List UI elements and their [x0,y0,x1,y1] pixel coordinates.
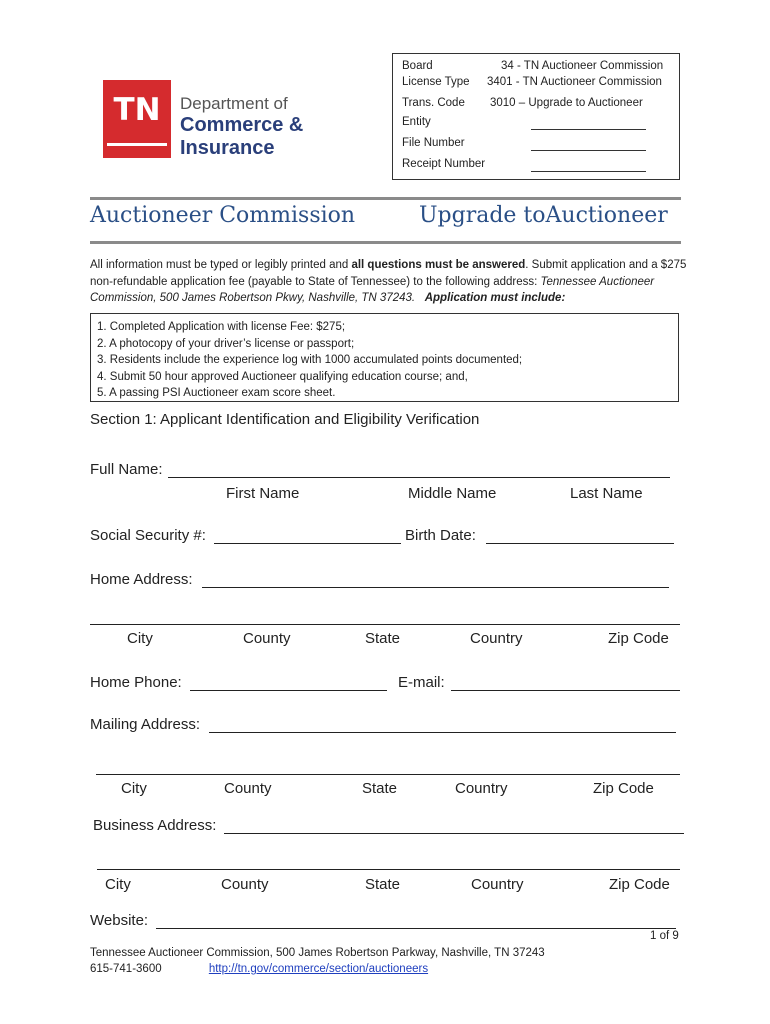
birth-date-label: Birth Date: [405,527,476,544]
home-country-label: Country [470,630,523,647]
requirements-box [90,313,679,402]
requirement-item: 5. A passing PSI Auctioneer exam score sheet. [97,387,336,399]
requirement-item: 1. Completed Application with license Fee: $275; [97,321,346,333]
intro-bold: all questions must be answered [351,259,526,271]
license-type-label: License Type [402,76,470,88]
business-address-line2-field[interactable] [97,868,680,870]
tn-badge [103,80,171,158]
mailing-city-label: City [121,780,147,797]
birth-date-field[interactable] [486,542,674,544]
intro-address: Tennessee Auctioneer Commission, 500 James Robertson Pkwy, Nashville, TN 37243. [90,275,655,304]
entity-field[interactable] [531,118,646,130]
business-address-label: Business Address: [93,817,217,834]
logo-department: Department of [180,94,288,113]
intro-must-include: Application must include: [424,292,566,304]
intro-text-1: All information must be typed or legibly printed and [90,259,352,271]
home-city-label: City [127,630,153,647]
business-state-label: State [365,876,401,893]
entity-label: Entity [402,116,431,128]
board-label: Board [402,60,433,72]
home-address-line2-field[interactable] [90,623,680,625]
mailing-country-label: Country [455,780,508,797]
requirement-item: 4. Submit 50 hour approved Auctioneer qualifying education course; and, [97,370,468,383]
requirement-item: 3. Residents include the experience log with 1000 accumulated points documented; [97,354,523,366]
website-field[interactable] [156,927,676,929]
tn-logo [103,80,313,160]
ssn-field[interactable] [214,542,401,544]
business-county-label: County [221,876,269,893]
footer-contact [90,963,428,975]
email-label: E-mail: [398,674,445,691]
tn-badge-text: TN [113,92,161,128]
office-use-box [392,53,680,180]
middle-name-label: Middle Name [408,485,497,502]
board-value: 34 - TN Auctioneer Commission [501,60,664,72]
logo-commerce: Commerce & [180,114,304,136]
email-field[interactable] [451,689,680,691]
home-state-label: State [365,630,401,647]
intro-text-2: . Submit application and a $275 non-refundable application fee (payable to State of Tennessee) to the following address: [90,259,687,288]
business-country-label: Country [471,876,524,893]
website-label: Website: [90,912,149,929]
title-rule-bottom [90,241,681,244]
intro-paragraph [90,257,690,307]
trans-code-label: Trans. Code [402,97,465,109]
home-phone-field[interactable] [190,689,387,691]
last-name-label: Last Name [570,485,643,502]
home-address-label: Home Address: [90,571,193,588]
first-name-label: First Name [226,485,300,502]
form-title: Upgrade toAuctioneer [419,203,668,228]
logo-insurance: Insurance [180,137,275,159]
mailing-county-label: County [224,780,272,797]
mailing-address-line2-field[interactable] [96,773,680,775]
mailing-state-label: State [362,780,398,797]
license-type-value: 3401 - TN Auctioneer Commission [487,76,662,88]
file-number-field[interactable] [531,139,646,151]
page-number: 1 of 9 [650,930,679,942]
mailing-address-label: Mailing Address: [90,716,201,733]
business-city-label: City [105,876,131,893]
title-rule-top [90,197,681,200]
section-1-title: Section 1: Applicant Identification and Eligibility Verification [90,411,480,428]
home-zip-label: Zip Code [608,630,669,647]
footer-link[interactable]: http://tn.gov/commerce/section/auctioneers [208,963,429,975]
full-name-field[interactable] [168,476,670,478]
home-county-label: County [243,630,291,647]
receipt-number-label: Receipt Number [402,158,486,170]
home-phone-label: Home Phone: [90,674,182,691]
trans-code-value: 3010 – Upgrade to Auctioneer [490,97,643,109]
footer-address: Tennessee Auctioneer Commission, 500 James Robertson Parkway, Nashville, TN 37243 [90,947,545,959]
mailing-address-field[interactable] [209,731,676,733]
home-address-field[interactable] [202,586,669,588]
file-number-label: File Number [402,137,465,149]
mailing-zip-label: Zip Code [593,780,654,797]
ssn-label: Social Security #: [90,527,206,544]
footer-phone: 615-741-3600 [90,963,162,975]
requirement-item: 2. A photocopy of your driver’s license or passport; [97,337,355,350]
business-address-field[interactable] [224,832,684,834]
full-name-label: Full Name: [90,461,163,478]
business-zip-label: Zip Code [609,876,670,893]
receipt-number-field[interactable] [531,160,646,172]
commission-title: Auctioneer Commission [90,203,356,228]
